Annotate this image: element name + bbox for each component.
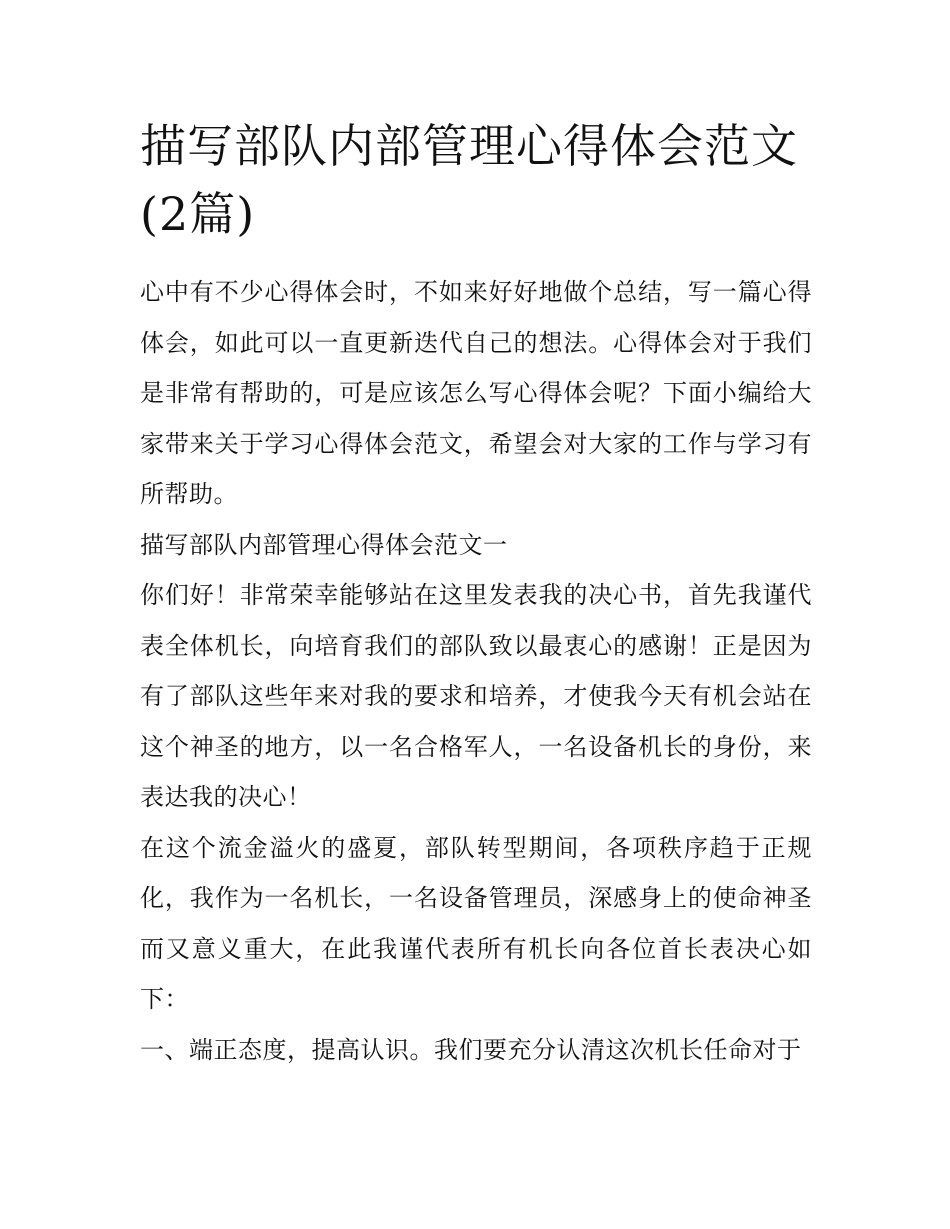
document-body bbox=[140, 267, 812, 1075]
section-heading: 描写部队内部管理心得体会范文一 bbox=[140, 530, 508, 559]
body-paragraph: 一、端正态度，提高认识。我们要充分认清这次机长任命对于 bbox=[140, 1035, 802, 1064]
body-paragraph: 你们好！非常荣幸能够站在这里发表我的决心书，首先我谨代表全体机长，向培育我们的部队致以最衷心的感谢！正是因为有了部队这些年来对我的要求和培养，才使我今天有机会站在这个神圣的地方，以一名合格军人，一名设备机长的身份，来表达我的决心！ bbox=[140, 581, 812, 811]
body-paragraph: 在这个流金溢火的盛夏，部队转型期间，各项秩序趋于正规化，我作为一名机长，一名设备管理员，深感身上的使命神圣而又意义重大，在此我谨代表所有机长向各位首长表决心如下： bbox=[140, 833, 812, 1013]
document-title: 描写部队内部管理心得体会范文(2篇) bbox=[140, 119, 798, 241]
document-content bbox=[140, 112, 812, 1075]
intro-paragraph: 心中有不少心得体会时，不如来好好地做个总结，写一篇心得体会，如此可以一直更新迭代自己的想法。心得体会对于我们是非常有帮助的，可是应该怎么写心得体会呢？下面小编给大家带来关于学习心得体会范文，希望会对大家的工作与学习有所帮助。 bbox=[140, 278, 812, 508]
